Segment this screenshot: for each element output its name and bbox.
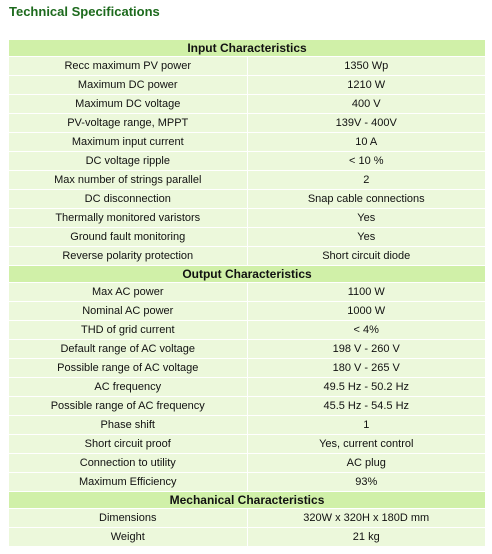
spec-row xyxy=(9,133,486,152)
spec-row xyxy=(9,509,486,528)
spec-row xyxy=(9,397,486,416)
section-header-row xyxy=(9,492,486,509)
spec-label: Reverse polarity protection xyxy=(9,247,248,266)
spec-value: 1 xyxy=(247,416,486,435)
spec-label: Phase shift xyxy=(9,416,248,435)
spec-value: Yes xyxy=(247,228,486,247)
spec-row xyxy=(9,340,486,359)
spec-value: 1000 W xyxy=(247,302,486,321)
spec-label: Maximum input current xyxy=(9,133,248,152)
spec-row xyxy=(9,190,486,209)
spec-label: DC disconnection xyxy=(9,190,248,209)
spec-value: 10 A xyxy=(247,133,486,152)
spec-value: 320W x 320H x 180D mm xyxy=(247,509,486,528)
spec-value: 2 xyxy=(247,171,486,190)
spec-table xyxy=(8,39,486,547)
section-heading: Mechanical Characteristics xyxy=(9,492,486,509)
spec-label: Weight xyxy=(9,528,248,547)
spec-row xyxy=(9,302,486,321)
section-header-row xyxy=(9,266,486,283)
spec-label: Ground fault monitoring xyxy=(9,228,248,247)
spec-value: Yes, current control xyxy=(247,435,486,454)
spec-value: < 4% xyxy=(247,321,486,340)
spec-value: 400 V xyxy=(247,95,486,114)
spec-label: Maximum Efficiency xyxy=(9,473,248,492)
spec-label: Max AC power xyxy=(9,283,248,302)
section-heading: Input Characteristics xyxy=(9,40,486,57)
section-header-row xyxy=(9,40,486,57)
spec-label: Thermally monitored varistors xyxy=(9,209,248,228)
spec-row xyxy=(9,209,486,228)
spec-row xyxy=(9,378,486,397)
spec-row xyxy=(9,152,486,171)
spec-value: 198 V - 260 V xyxy=(247,340,486,359)
spec-row xyxy=(9,57,486,76)
spec-value: 21 kg xyxy=(247,528,486,547)
spec-row xyxy=(9,171,486,190)
spec-value: 93% xyxy=(247,473,486,492)
spec-label: PV-voltage range, MPPT xyxy=(9,114,248,133)
spec-label: Nominal AC power xyxy=(9,302,248,321)
spec-row xyxy=(9,454,486,473)
spec-label: AC frequency xyxy=(9,378,248,397)
spec-row xyxy=(9,435,486,454)
spec-row xyxy=(9,528,486,547)
spec-value: Short circuit diode xyxy=(247,247,486,266)
spec-value: Snap cable connections xyxy=(247,190,486,209)
page-title: Technical Specifications xyxy=(9,4,160,19)
spec-label: Possible range of AC frequency xyxy=(9,397,248,416)
spec-value: 45.5 Hz - 54.5 Hz xyxy=(247,397,486,416)
spec-label: Dimensions xyxy=(9,509,248,528)
spec-row xyxy=(9,95,486,114)
spec-label: THD of grid current xyxy=(9,321,248,340)
spec-row xyxy=(9,114,486,133)
spec-label: Default range of AC voltage xyxy=(9,340,248,359)
spec-label: Possible range of AC voltage xyxy=(9,359,248,378)
spec-label: Maximum DC power xyxy=(9,76,248,95)
spec-label: Short circuit proof xyxy=(9,435,248,454)
spec-label: Recc maximum PV power xyxy=(9,57,248,76)
spec-row xyxy=(9,283,486,302)
spec-row xyxy=(9,76,486,95)
spec-label: Maximum DC voltage xyxy=(9,95,248,114)
spec-value: 180 V - 265 V xyxy=(247,359,486,378)
spec-row xyxy=(9,359,486,378)
spec-row xyxy=(9,416,486,435)
spec-row xyxy=(9,247,486,266)
spec-value: Yes xyxy=(247,209,486,228)
spec-label: Max number of strings parallel xyxy=(9,171,248,190)
spec-value: 1210 W xyxy=(247,76,486,95)
spec-row xyxy=(9,321,486,340)
spec-label: DC voltage ripple xyxy=(9,152,248,171)
section-heading: Output Characteristics xyxy=(9,266,486,283)
spec-row xyxy=(9,473,486,492)
spec-value: < 10 % xyxy=(247,152,486,171)
spec-label: Connection to utility xyxy=(9,454,248,473)
spec-value: 1100 W xyxy=(247,283,486,302)
spec-row xyxy=(9,228,486,247)
spec-value: 1350 Wp xyxy=(247,57,486,76)
spec-value: 49.5 Hz - 50.2 Hz xyxy=(247,378,486,397)
spec-value: AC plug xyxy=(247,454,486,473)
spec-value: 139V - 400V xyxy=(247,114,486,133)
